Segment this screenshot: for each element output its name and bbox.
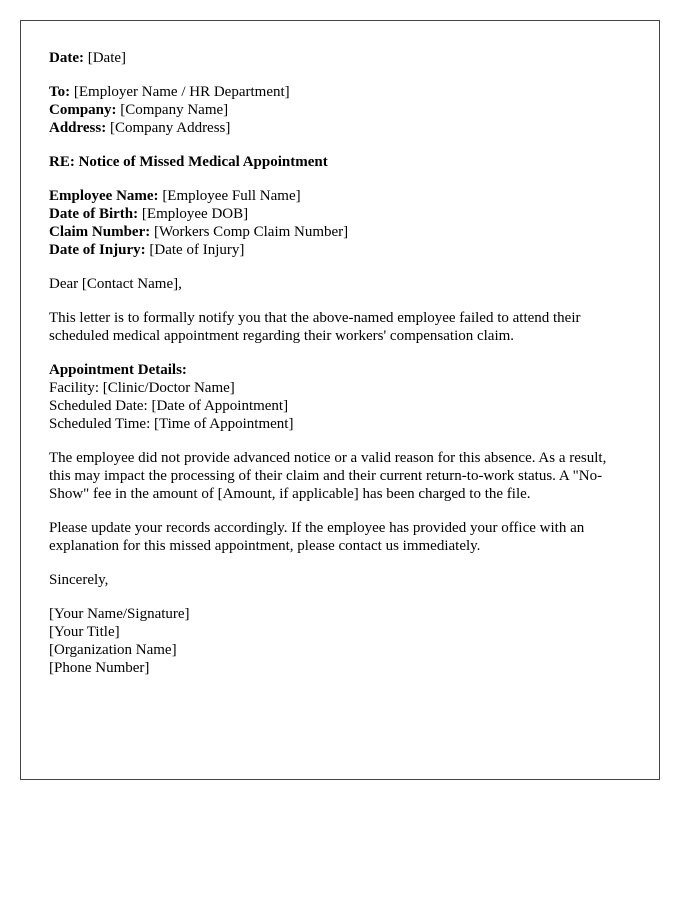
signoff: Sincerely, [49,572,109,588]
claim-value: [Workers Comp Claim Number] [154,224,349,240]
address-value: [Company Address] [109,120,231,136]
claim-label: Claim Number: [49,224,151,240]
body-paragraph: The employee did not provide advanced notice or a valid reason for this absence. As a result, this may impact the processing of their claim and their current return-to-work status. A "No-Show" fee in the amount of [Amount, if applicable] has been charged to the file. [49,450,607,502]
employee-name-line [49,187,631,205]
recipient-block [49,83,631,137]
to-line [49,83,631,101]
signature-phone: [Phone Number] [49,660,150,676]
date-block [49,49,631,67]
dob-label: Date of Birth: [49,206,139,222]
intro-paragraph: This letter is to formally notify you that the above-named employee failed to attend their scheduled medical appointment regarding their workers' compensation claim. [49,310,581,344]
appointment-heading: Appointment Details: [49,362,187,378]
closing-paragraph: Please update your records accordingly. If the employee has provided your office with an explanation for this missed appointment, please contact us immediately. [49,520,585,554]
employee-name-value: [Employee Full Name] [162,188,301,204]
company-label: Company: [49,102,117,118]
address-line [49,119,631,137]
to-value: [Employer Name / HR Department] [73,84,290,100]
appointment-facility: Facility: [Clinic/Doctor Name] [49,380,235,396]
to-label: To: [49,84,71,100]
date-value: [Date] [87,50,127,66]
signature-block [49,605,631,677]
signature-organization: [Organization Name] [49,642,177,658]
claim-line [49,223,631,241]
appointment-block [49,361,631,433]
injury-label: Date of Injury: [49,242,146,258]
address-label: Address: [49,120,107,136]
dob-value: [Employee DOB] [141,206,249,222]
subject-block [49,153,631,171]
company-value: [Company Name] [120,102,229,118]
appointment-time: Scheduled Time: [Time of Appointment] [49,416,294,432]
subject-line: RE: Notice of Missed Medical Appointment [49,154,328,170]
employee-block [49,187,631,259]
letter [20,20,660,780]
date-line [49,49,631,67]
dob-line [49,205,631,223]
injury-line [49,241,631,259]
employee-name-label: Employee Name: [49,188,159,204]
company-line [49,101,631,119]
appointment-date: Scheduled Date: [Date of Appointment] [49,398,289,414]
injury-value: [Date of Injury] [149,242,245,258]
signature-name: [Your Name/Signature] [49,606,190,622]
date-label: Date: [49,50,84,66]
salutation: Dear [Contact Name], [49,276,182,292]
signature-title: [Your Title] [49,624,120,640]
